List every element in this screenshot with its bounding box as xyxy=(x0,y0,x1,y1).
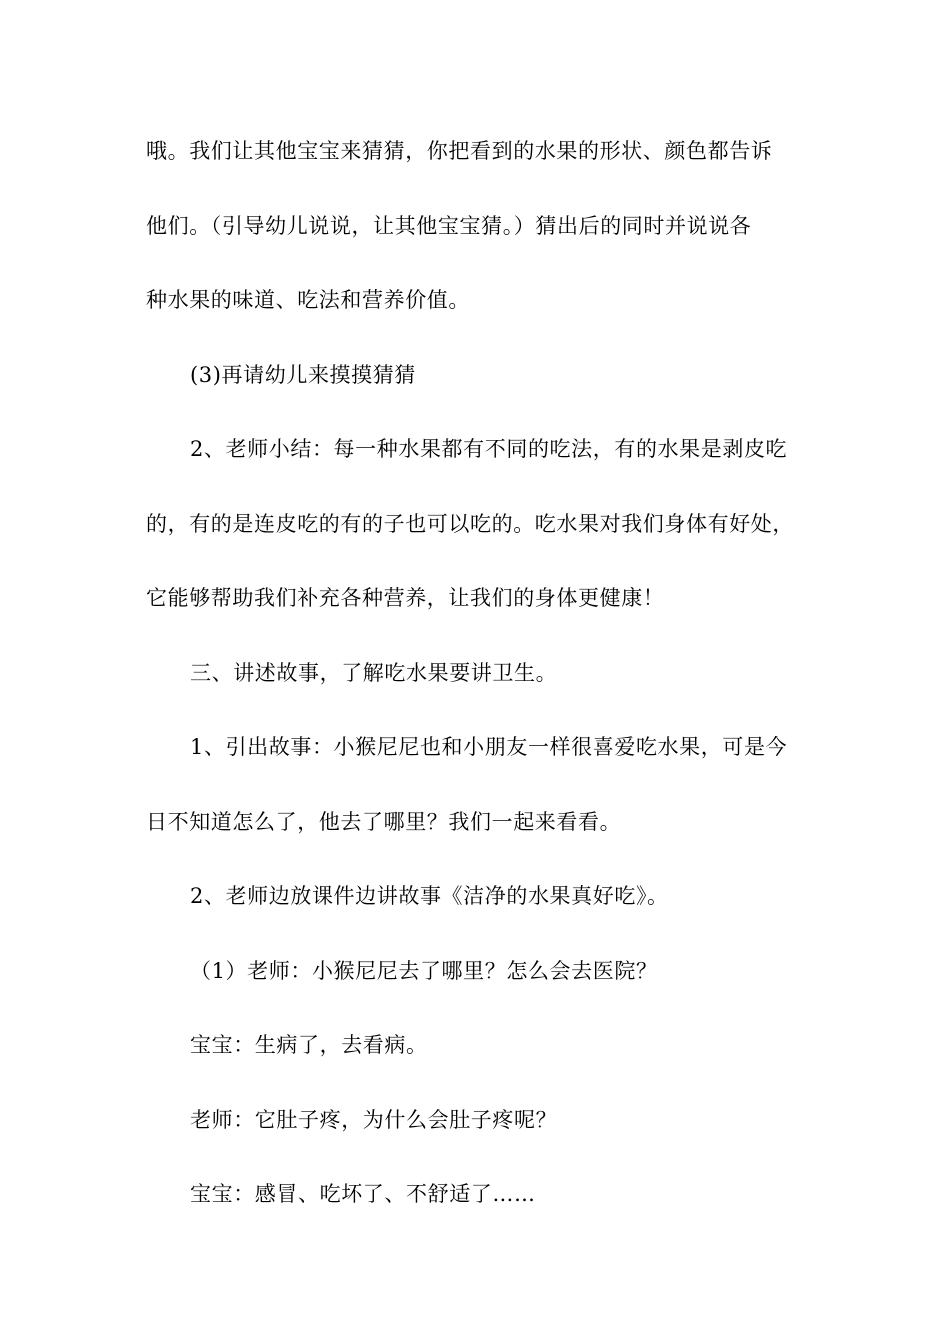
text-line: 哦。我们让其他宝宝来猜猜，你把看到的水果的形状、颜色都告诉 xyxy=(146,139,773,163)
text-line: 2、老师边放课件边讲故事《洁净的水果真好吃》。 xyxy=(190,884,669,908)
text-line: 三、讲述故事，了解吃水果要讲卫生。 xyxy=(190,660,558,685)
document-body xyxy=(146,132,806,1250)
text-line: 2、老师小结：每一种水果都有不同的吃法，有的水果是剥皮吃 xyxy=(190,437,788,461)
text-line: 的，有的是连皮吃的有的子也可以吃的。吃水果对我们身体有好处， xyxy=(146,511,794,536)
text-line: 他们。（引导幼儿说说，让其他宝宝猜。）猜出后的同时并说说各 xyxy=(146,213,752,238)
text-line: 老师：它肚子疼，为什么会肚子疼呢？ xyxy=(190,1107,558,1132)
text-line: 种水果的味道、吃法和营养价值。 xyxy=(146,288,470,312)
text-line: (3)再请幼儿来摸摸猜猜 xyxy=(190,362,416,387)
text-line: （1）老师：小猴尼尼去了哪里？怎么会去医院？ xyxy=(190,958,658,983)
text-line: 宝宝：感冒、吃坏了、不舒适了…… xyxy=(190,1182,536,1206)
text-line: 1、引出故事：小猴尼尼也和小朋友一样很喜爱吃水果，可是今 xyxy=(190,735,788,759)
text-line: 它能够帮助我们补充各种营养，让我们的身体更健康！ xyxy=(146,586,665,610)
text-line: 日不知道怎么了，他去了哪里？我们一起来看看。 xyxy=(146,809,622,834)
text-line: 宝宝：生病了，去看病。 xyxy=(190,1033,428,1057)
